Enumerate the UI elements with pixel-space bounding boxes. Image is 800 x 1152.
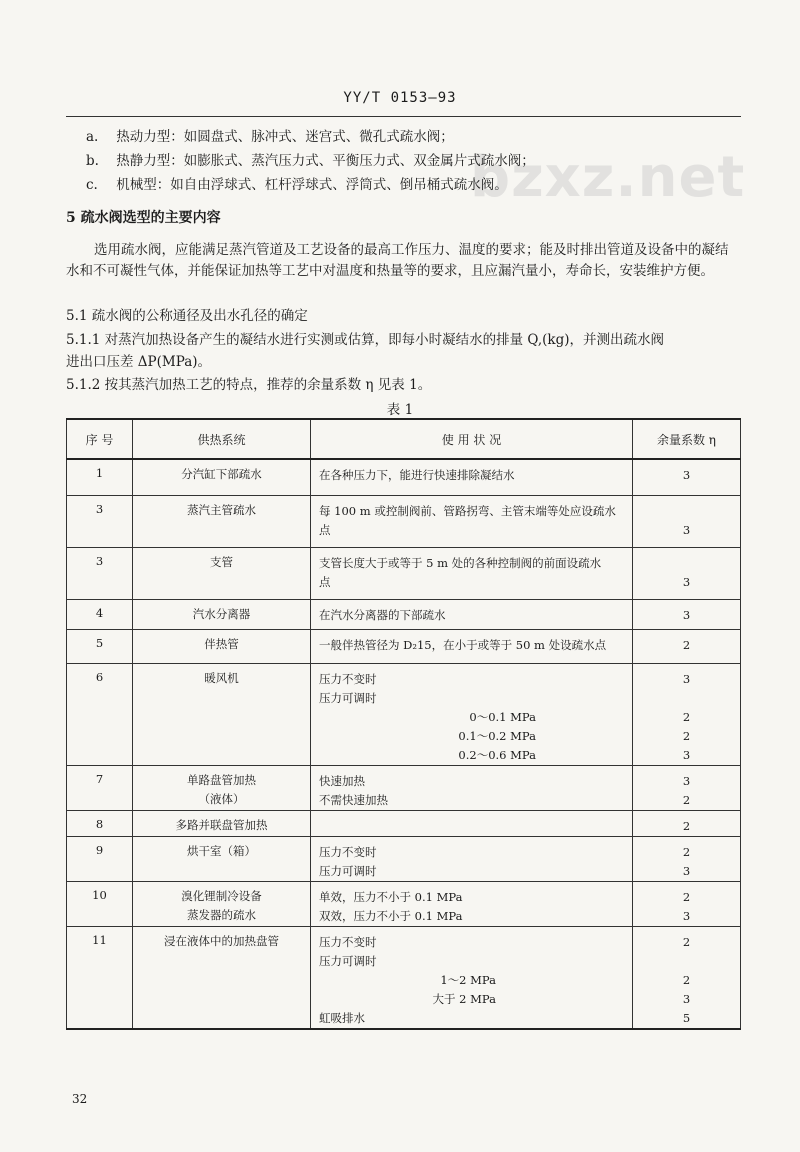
system-name: 多路并联盘管加热	[175, 817, 268, 832]
system-name: 溴化锂制冷设备	[181, 888, 262, 903]
cell-no: 4	[67, 599, 133, 629]
cell-system	[133, 629, 311, 663]
cell-usage	[311, 459, 633, 495]
cell-usage	[311, 629, 633, 663]
coefficient-value: 3	[682, 671, 691, 686]
table-row	[67, 926, 741, 1029]
page-number: 32	[72, 1092, 88, 1106]
coefficient-value: 2	[682, 934, 691, 949]
coefficient-value: 2	[682, 889, 691, 904]
system-name: 蒸汽主管疏水	[187, 502, 256, 517]
usage-line: 0.1～0.2 MPa	[458, 728, 536, 743]
usage-line: 双效，压力不小于 0.1 MPa	[319, 908, 463, 923]
usage-line: 大于 2 MPa	[432, 991, 496, 1006]
coefficient-value: 2	[682, 728, 691, 743]
table-row	[67, 547, 741, 599]
list-item-a	[66, 127, 746, 147]
header-no: 序 号	[67, 419, 133, 459]
system-name-line2: （液体）	[198, 791, 245, 806]
cell-system	[133, 495, 311, 547]
coefficient-value: 3	[682, 773, 691, 788]
cell-system	[133, 547, 311, 599]
cell-system	[133, 765, 311, 810]
coefficient-value: 3	[682, 468, 691, 482]
cell-coefficient	[633, 629, 741, 663]
system-name: 伴热管	[204, 636, 239, 651]
cell-usage	[311, 765, 633, 810]
cell-no: 10	[67, 881, 133, 926]
cell-system	[133, 663, 311, 765]
usage-line: 在各种压力下，能进行快速排除凝结水	[319, 468, 515, 482]
coefficient-value	[633, 554, 740, 573]
cell-no: 8	[67, 810, 133, 836]
coefficient-value: 3	[682, 747, 691, 762]
coefficient-value: 3	[682, 908, 691, 923]
coefficient-value	[633, 952, 740, 971]
usage-line: 点	[319, 522, 331, 537]
clause-5-1-2: 5.1.2 按其蒸汽加热工艺的特点，推荐的余量系数 η 见表 1。	[66, 377, 432, 393]
list-text: 热静力型：如膨胀式、蒸汽压力式、平衡压力式、双金属片式疏水阀；	[116, 153, 535, 169]
coefficient-value: 2	[682, 818, 691, 833]
table-row	[67, 836, 741, 881]
cell-no: 9	[67, 836, 133, 881]
cell-no: 5	[67, 629, 133, 663]
cell-system	[133, 599, 311, 629]
coefficient-value	[633, 689, 740, 708]
header-rule	[66, 116, 741, 117]
standard-code-header: YY/T 0153—93	[343, 90, 457, 106]
table-row	[67, 765, 741, 810]
system-name: 分汽缸下部疏水	[181, 467, 262, 481]
coefficient-value: 3	[682, 574, 691, 589]
list-marker: b.	[86, 153, 99, 169]
system-name: 浸在液体中的加热盘管	[164, 933, 279, 948]
usage-line: 压力可调时	[319, 863, 377, 878]
coefficient-value	[633, 502, 740, 521]
coefficient-value: 2	[682, 709, 691, 724]
coefficient-table	[66, 418, 741, 1030]
table-caption: 表 1	[386, 402, 414, 418]
cell-usage	[311, 599, 633, 629]
table-row	[67, 459, 741, 495]
coefficient-value: 2	[682, 972, 691, 987]
usage-line: 压力不变时	[319, 934, 377, 949]
header-usage: 使 用 状 况	[311, 419, 633, 459]
usage-line: 每 100 m 或控制阀前、管路拐弯、主管末端等处应设疏水	[319, 503, 616, 518]
cell-usage	[311, 495, 633, 547]
usage-line: 在汽水分离器的下部疏水	[319, 607, 446, 622]
list-marker: a.	[86, 129, 99, 145]
section-5-paragraph: 选用疏水阀，应能满足蒸汽管道及工艺设备的最高工作压力、温度的要求；能及时排出管道及设备中的凝结水和不可凝性气体，并能保证加热等工艺中对温度和热量等的要求，且应漏汽量小，寿命长，安装维护方便。	[66, 242, 729, 279]
system-name: 暖风机	[204, 670, 239, 685]
usage-line: 不需快速加热	[319, 792, 388, 807]
cell-no: 3	[67, 495, 133, 547]
cell-usage	[311, 881, 633, 926]
cell-system	[133, 836, 311, 881]
cell-coefficient	[633, 810, 741, 836]
cell-coefficient	[633, 599, 741, 629]
coefficient-value: 3	[682, 607, 691, 622]
cell-system	[133, 881, 311, 926]
system-name-line2: 蒸发器的疏水	[187, 907, 256, 922]
cell-no: 1	[67, 459, 133, 495]
clause-5-1: 5.1 疏水阀的公称通径及出水孔径的确定	[66, 308, 308, 324]
coefficient-value: 2	[682, 844, 691, 859]
cell-no: 3	[67, 547, 133, 599]
cell-coefficient	[633, 495, 741, 547]
cell-no: 6	[67, 663, 133, 765]
cell-usage	[311, 663, 633, 765]
coefficient-value: 2	[682, 637, 691, 652]
usage-line: 0.2～0.6 MPa	[458, 747, 536, 762]
cell-no: 7	[67, 765, 133, 810]
list-text: 热动力型：如圆盘式、脉冲式、迷宫式、微孔式疏水阀；	[116, 129, 454, 145]
list-text: 机械型：如自由浮球式、杠杆浮球式、浮筒式、倒吊桶式疏水阀。	[116, 177, 508, 193]
cell-usage	[311, 836, 633, 881]
cell-coefficient	[633, 663, 741, 765]
system-name: 汽水分离器	[192, 606, 251, 621]
cell-no: 11	[67, 926, 133, 1029]
usage-line: 支管长度大于或等于 5 m 处的各种控制阀的前面设疏水	[319, 555, 602, 570]
cell-usage	[311, 926, 633, 1029]
table-row	[67, 663, 741, 765]
usage-line: 单效，压力不小于 0.1 MPa	[319, 889, 463, 904]
usage-line: 虹吸排水	[319, 1010, 365, 1025]
usage-line: 压力不变时	[319, 844, 377, 859]
system-name: 支管	[210, 554, 233, 569]
header-system: 供热系统	[133, 419, 311, 459]
table-row	[67, 599, 741, 629]
table-row	[67, 810, 741, 836]
cell-system	[133, 459, 311, 495]
cell-coefficient	[633, 836, 741, 881]
usage-line: 0～0.1 MPa	[469, 709, 536, 724]
usage-line: 点	[319, 574, 331, 589]
usage-line: 压力不变时	[319, 671, 377, 686]
cell-usage	[311, 810, 633, 836]
cell-coefficient	[633, 881, 741, 926]
usage-line	[319, 817, 626, 836]
list-item-b	[66, 151, 746, 171]
coefficient-value: 2	[682, 792, 691, 807]
section-5-title: 5 疏水阀选型的主要内容	[66, 210, 221, 226]
usage-line: 一般伴热管径为 D₂15，在小于或等于 50 m 处设疏水点	[319, 637, 607, 652]
cell-coefficient	[633, 926, 741, 1029]
cell-coefficient	[633, 765, 741, 810]
coefficient-value: 3	[682, 991, 691, 1006]
coefficient-value: 3	[682, 522, 691, 537]
watermark: bzxz.net	[470, 145, 746, 210]
list-marker: c.	[86, 177, 98, 193]
table-row	[67, 629, 741, 663]
cell-system	[133, 926, 311, 1029]
usage-line: 压力可调时	[319, 953, 377, 968]
table-row	[67, 495, 741, 547]
system-name: 烘干室（箱）	[187, 843, 256, 858]
coefficient-value: 5	[682, 1010, 691, 1025]
table-row	[67, 881, 741, 926]
cell-coefficient	[633, 459, 741, 495]
header-coefficient: 余量系数 η	[633, 419, 741, 459]
list-item-c	[66, 175, 746, 195]
cell-coefficient	[633, 547, 741, 599]
coefficient-value: 3	[682, 863, 691, 878]
clause-5-1-1-line1: 5.1.1 对蒸汽加热设备产生的凝结水进行实测或估算，即每小时凝结水的排量 Q,(kg)，并测出疏水阀	[66, 332, 664, 348]
clause-5-1-1-line2: 进出口压差 ΔP(MPa)。	[66, 354, 212, 370]
usage-line: 1～2 MPa	[440, 972, 496, 987]
table-header-row	[67, 419, 741, 459]
cell-usage	[311, 547, 633, 599]
usage-line: 快速加热	[319, 773, 365, 788]
usage-line: 压力可调时	[319, 690, 377, 705]
system-name: 单路盘管加热	[187, 772, 256, 787]
cell-system	[133, 810, 311, 836]
